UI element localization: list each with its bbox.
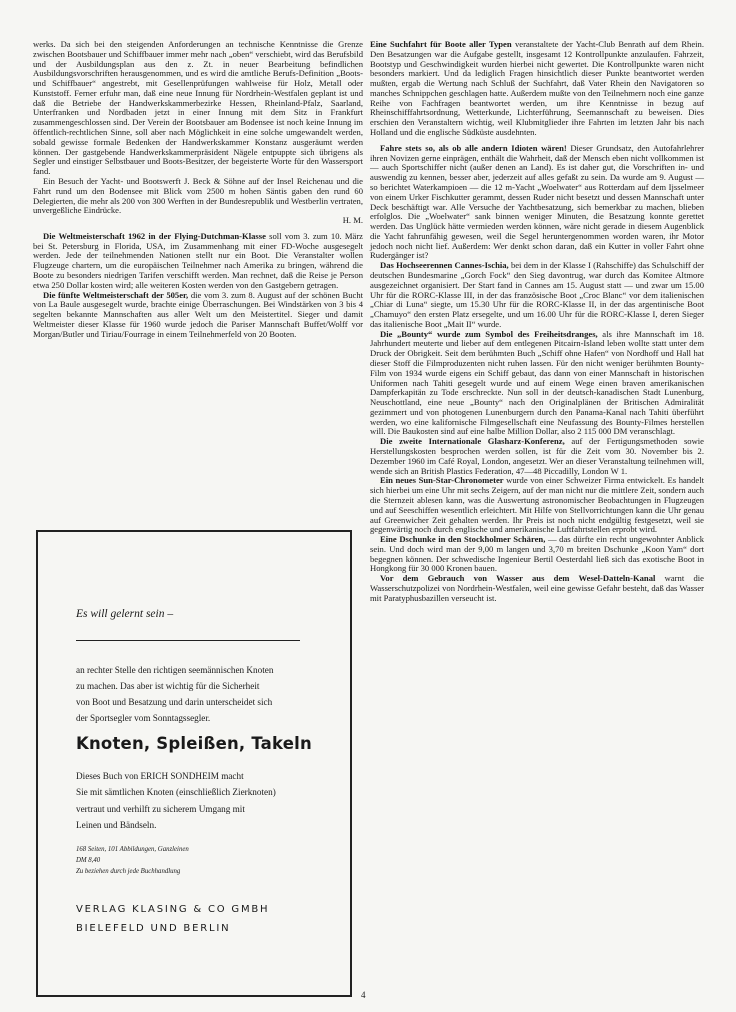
news-headline: Die zweite Internationale Glasharz-Konferenz, <box>380 436 565 447</box>
author-signature: H. M. <box>342 215 363 226</box>
news-headline: Vor dem Gebrauch von Wasser aus dem Wesel-Datteln-Kanal <box>380 573 656 584</box>
ad-intro-line: von Boot und Besatzung und darin unterscheidet sich <box>76 697 273 707</box>
news-body: veranstaltete der Yacht-Club Benrath auf dem Rhein. Den Besatzungen war die Aufgabe gestellt, insgesamt 12 Kontrollpunkte anzulaufen. Fahrzeit, Bootstyp und Geschwindigkeit wurden hierbei nicht gewertet. Die Kontrollpunkte waren nicht besonders markiert. Und da lediglich Fragen hinsichtlich dieser Punkte beantwortet werden mußten, ergab die Wertung nach Schluß der Suchfahrt, daß Vater Rhein den Navigatoren so manches Schnippchen geschlagen hatte. Außerdem mußte von den Teilnehmern noch eine ganze Reihe von Fachfragen beantwortet werden, um ihre Kenntnisse in bezug auf Rheinschifffahrtsordnung, Wetterkunde, Lichterführung, Seemannschaft zu beweisen. Dies erschien den Veranstaltern wichtig, weil Klubmitglieder ihre Fahrten im letzten Jahr bis nach Holland und die englische Südküste ausdehnten. <box>370 39 705 138</box>
ad-intro-line: an rechter Stelle den richtigen seemännischen Knoten <box>76 665 274 675</box>
news-body: wurde von einer Schweizer Firma entwickelt. Es handelt sich hierbei um eine Uhr mit sechs Zeigern, auf der man nicht nur die mittlere Zeit, sondern auch die Sternzeit ablesen kann, was die Auswertung astronomischer Beobachtungen in Flugzeugen und auf Seeschiffen wesentlich erleichtert. Mit Hilfe von Stellvorrichtungen kann die Uhr genau auf Greenwicher Zeit gehalten werden. Ihr Preis ist noch nicht endgültig festgesetzt, weil sie gegenwärtig noch durch englische und amerikanische Luftfahrtstellen erprobt wird. <box>370 475 704 535</box>
news-headline: Eine Suchfahrt für Boote aller Typen <box>370 39 512 49</box>
ad-body-line: vertraut und verhilft zu sicherem Umgang mit <box>76 803 245 814</box>
news-headline: Die Weltmeisterschaft 1962 in der Flying-Dutchman-Klasse <box>43 230 266 241</box>
ad-divider <box>76 640 300 641</box>
ad-body-line: Sie mit sämtlichen Knoten (einschließlich Zierknoten) <box>76 787 276 798</box>
ad-meta-line: 168 Seiten, 101 Abbildungen, Ganzleinen <box>76 846 189 853</box>
news-headline: Das Hochseerennen Cannes-Ischia, <box>380 260 509 271</box>
article-paragraph: werks. Da sich bei den steigenden Anforderungen an technische Kenntnisse die Grenze zwischen Bootsbauer und Schiffbauer immer mehr nach „oben“ verschiebt, wird das Berufsbild und der Ausbildungsplan aus den z. Zt. in neuer Bearbeitung befindlichen Ausbildungsvorschriften herausgenommen, und es wird die amtliche Berufs-Definition „Boots- und Schiffbauer“ angestrebt, mit Gesellenprüfungen wahlweise für Holz, Metall oder Kunststoff. Ferner erfuhr man, daß eine neue Innung für Nordrhein-Westfalen geplant ist und daß die Betriebe der Handwerkskammerbezirke Hessen, Rheinland-Pfalz, Saarland, Unterfranken und Nordbaden jetzt in einer Innung mit dem Sitz in Frankfurt zusammengeschlossen sind. Der Verein der Bootsbauer am Bodensee ist noch keine Innung im öffentlich-rechtlichen Sinne, soll aber nach Möglichkeit in eine solche umgewandelt werden, sobald gewisse formale Bedenken der Handwerkskammer Konstanz ausgeräumt werden können. Der gastgebende Handwerkskammerpräsident Nägele entpuppte sich übrigens als Segler und einstiger Selbstbauer und Boots-Besitzer, der begeisterte Worte für den Wassersport fand. <box>33 39 363 177</box>
news-body: bei dem in der Klasse I (Rahschiffe) das Schulschiff der deutschen Bundesmarine „Gorch Fock“ den Sieg davontrug, war durch das Komitee Altmore ausgezeichnet organisiert. Der Start fand in Cannes am 15. August statt — und zwar um 15.00 Uhr für die RORC-Klasse III, in der das französische Boot „Croc Blanc“ vor dem italienischen „Chiar di Luna“ siegte, um 15.30 Uhr für die RORC-Klasse II, in der das argentinische Boot „Chamuyo“ den ersten Platz ersegelte, und um 16.00 Uhr für die RORC-Klasse I, deren Sieger das italienische Boot „Mait II“ wurde. <box>370 260 704 329</box>
news-item <box>370 330 704 438</box>
news-item <box>370 144 704 261</box>
right-column <box>370 40 704 604</box>
news-item <box>370 535 704 574</box>
news-headline: Eine Dschunke in den Stockholmer Schären, <box>380 534 546 545</box>
left-column <box>33 40 363 339</box>
ad-intro <box>76 662 326 726</box>
ad-title: Es will gelernt sein – <box>76 608 174 620</box>
news-body: Dieser Grundsatz, den Autofahrlehrer ihren Novizen gerne einprägen, enthält die Wahrheit, daß der Mensch eben nicht vollkommen ist — auch Sportschiffer nicht (außer denen an Land). Es ist daher gut, die Vorschriften in- und auswendig zu kennen, besser aber, jederzeit auf alles gefaßt zu sein. Da wurde am 9. August — so berichtet Waterkampioen — die 12 m-Yacht „Woelwater“ aus Rotterdam auf dem Ijsselmeer von einem Urker Fischkutter gerammt, dessen Ruder nicht besetzt und dessen Mannschaft unter Deck beschäftigt war. Alle Versuche der Yachtbesatzung, sich bemerkbar zu machen, blieben erfolglos. Die „Woelwater“ sank binnen weniger Minuten, die Besatzung konnte gerettet werden. Das Unglück hätte vermieden werden können, wäre nicht gerade in diesem Augenblick die Yacht fahrunfähig gewesen, weil die Segel heruntergenommen worden waren, ihr Motor jedoch noch nicht lief. Außerdem: Wer denkt schon daran, daß ein Kutter in voller Fahrt ohne Rudergänger ist? <box>370 142 705 261</box>
news-body: warnt die Wasserschutzpolizei von Nordrhein-Westfalen, weil eine gewisse Gefahr besteht, daß das Wasser mit Paratyphusbazillen verseucht ist. <box>370 573 704 603</box>
ad-meta-line: Zu beziehen durch jede Buchhandlung <box>76 868 181 875</box>
publisher-name: VERLAG KLASING & CO GMBH <box>76 904 270 915</box>
page-number: 4 <box>361 990 366 1000</box>
news-item <box>370 40 704 138</box>
book-advertisement <box>36 530 352 997</box>
news-body: soll vom 3. zum 10. März bei St. Petersburg in Florida, USA, im Zusammenhang mit einer FD-Woche ausgesegelt werden. Jede der teilnehmenden Nationen stellt nur ein Boot. Die Veranstalter wollen Flugzeuge chartern, um die europäischen Teilnehmer nach Amerika zu bringen, während die Boote zu besonders niedrigen Tarifen verschifft werden. Man rechnet, daß die Reise je Person etwa 250 Dollar kosten wird; alle weiteren Kosten werden von den Gastgebern getragen. <box>33 230 363 290</box>
news-item <box>33 291 363 340</box>
ad-body-line: Leinen und Bändseln. <box>76 819 157 830</box>
news-item <box>33 232 363 291</box>
news-body: — das dürfte ein recht ungewohnter Anblick sein. Und doch wird man der 9,00 m langen und 3,70 m breiten Dschunke „Koon Yam“ dort begegnen können. Der schwedische Ingenieur Bertil Oesterdahl ließ sich das exotische Boot in Hongkong für 30 000 Kronen bauen. <box>370 534 704 574</box>
ad-price: DM 8,40 <box>76 857 101 864</box>
news-body: auf der Fertigungsmethoden sowie Herstellungskosten besprochen werden sollen, ist für die Zeit vom 30. November bis 2. Dezember 1960 im Café Royal, London, angesetzt. Wer an dieser Veranstaltung teilnehmen will, wende sich an British Plastics Federation, 47—48 Piccadilly, London W 1. <box>370 436 705 476</box>
news-item <box>370 574 704 603</box>
news-headline: Ein neues Sun-Star-Chronometer <box>380 475 504 486</box>
ad-publisher <box>76 900 269 938</box>
ad-body <box>76 768 336 833</box>
ad-intro-line: zu machen. Das aber ist wichtig für die Sicherheit <box>76 681 260 691</box>
news-item <box>370 437 704 476</box>
ad-book-title: Knoten, Spleißen, Takeln <box>76 734 312 753</box>
news-item <box>370 476 704 535</box>
publisher-location: BIELEFELD UND BERLIN <box>76 923 231 934</box>
ad-body-line: Dieses Buch von ERICH SONDHEIM macht <box>76 771 244 781</box>
article-paragraph: Ein Besuch der Yacht- und Bootswerft J. Beck & Söhne auf der Insel Reichenau und die Fahrt rund um den Bodensee mit Blick vom 2500 m hohen Säntis gaben den rund 60 Delegierten, die mehr als 200 von 300 Werften in der Bundesrepublik und Westberlin vertraten, unvergeßliche Eindrücke. <box>33 175 363 216</box>
news-body: als ihre Mannschaft im 18. Jahrhundert meuterte und lieber auf dem entlegenen Pitcairn-Island leben wollte statt unter dem Druck der Obrigkeit. Seit dem berühmten Buch „Schiff ohne Hafen“ von Nordhoff und Hall hat dieser Stoff die Filmproduzenten nicht ruhen lassen. Für den nicht weniger berühmten Bounty-Film von 1934 wurde eigens ein Schiff gebaut, das dann von einer Mannschaft in historischen Uniformen nach Tahiti gesegelt wurde und auf einem Wege einen braven amerikanischen Dampferkapitän zu Tode erschreckte. Nun soll in der deutsch-kanadischen Stadt Lunenburg, Neuschottland, eine neue „Bounty“ nach den Originalplänen der Britischen Admiralität gezimmert und von photogenen Lunenburgern durch den Panama-Kanal nach Tahiti überführt werden, wo eine kalifornische Filmgesellschaft eine Neufassung des Bounty-Filmes herstellen will. Die Baukosten sind auf eine halbe Million Dollar, also 2 115 000 DM veranschlagt. <box>370 328 704 437</box>
news-headline: Die „Bounty“ wurde zum Symbol des Freiheitsdranges, <box>380 328 598 339</box>
news-headline: Die fünfte Weltmeisterschaft der 505er, <box>43 289 189 300</box>
news-headline: Fahre stets so, als ob alle andern Idioten wären! <box>380 142 567 153</box>
ad-book-details <box>76 844 189 877</box>
news-item <box>370 261 704 329</box>
ad-intro-line: der Sportsegler vom Sonntagssegler. <box>76 713 211 723</box>
news-body: die vom 3. zum 8. August auf der schönen Bucht von La Baule ausgesegelt wurde, brachte einige Überraschungen. Bei Windstärken von 3 bis 4 segelten bekannte Mannschaften aus aller Welt um den Meistertitel. Sieger und damit Weltmeister dieser Klasse für 1960 wurde jedoch die Pariser Mannschaft Buffet/Wolff vor Morgan/Butler und Tiriau/Fourrage in einem Teilnehmerfeld von 20 Booten. <box>33 289 363 339</box>
